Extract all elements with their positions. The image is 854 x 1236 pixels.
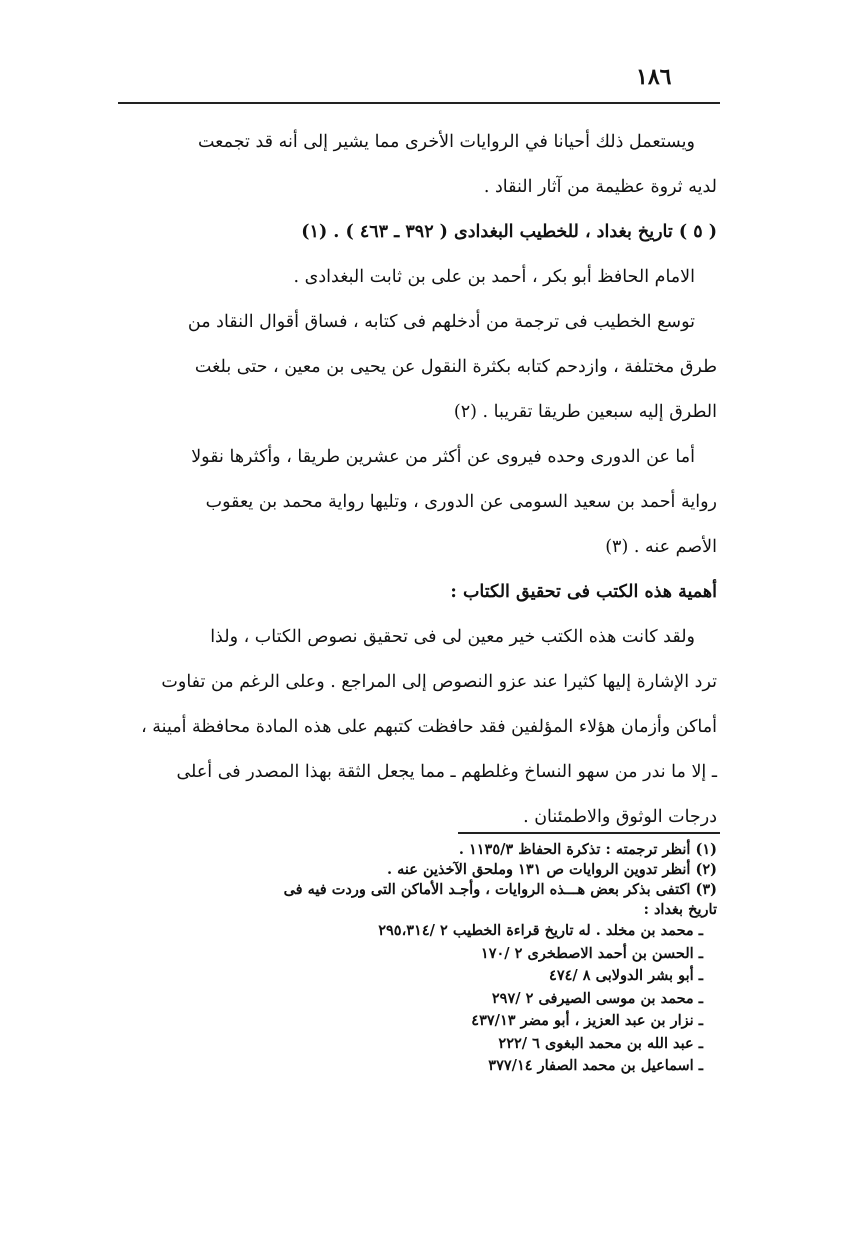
paragraph-line: الطرق إليه سبعين طريقا تقريبا . (٢) xyxy=(453,402,717,422)
list-item: ـ نزار بن عبد العزيز ، أبو مضر ٤٣٧/١٣ xyxy=(471,1012,703,1029)
paragraph-line: الامام الحافظ أبو بكر ، أحمد بن على بن ثابت البغدادى . xyxy=(293,267,695,287)
paragraph-line: الأصم عنه . (٣) xyxy=(605,537,717,557)
paragraph-line: ويستعمل ذلك أحيانا في الروايات الأخرى مما يشير إلى أنه قد تجمعت xyxy=(198,132,695,152)
footnotes xyxy=(105,840,717,1078)
paragraph-line: طرق مختلفة ، وازدحم كتابه بكثرة النقول عن يحيى بن معين ، حتى بلغت xyxy=(194,357,717,377)
footnote-list xyxy=(105,920,717,1078)
paragraph-line: رواية أحمد بن سعيد السومى عن الدورى ، وتليها رواية محمد بن يعقوب xyxy=(205,492,717,512)
footnote-1: (١) أنظر ترجمته : تذكرة الحفاظ ١١٣٥/٣ . xyxy=(458,841,717,858)
paragraph-line: درجات الوثوق والاطمئنان . xyxy=(523,807,717,827)
list-item: ـ الحسن بن أحمد الاصطخرى ٢ /١٧٠ xyxy=(480,944,703,962)
footnote-3: (٣) اكتفى بذكر بعض هـــذه الروايات ، وأجـد الأماكن التى وردت فيه فى xyxy=(283,881,717,898)
paragraph-line: ولقد كانت هذه الكتب خير معين لى فى تحقيق نصوص الكتاب ، ولذا xyxy=(210,627,695,647)
paragraph-line: ـ إلا ما ندر من سهو النساخ وغلطهم ـ مما يجعل الثقة بهذا المصدر فى أعلى xyxy=(176,762,717,782)
paragraph-line: ترد الإشارة إليها كثيرا عند عزو النصوص إلى المراجع . وعلى الرغم من تفاوت xyxy=(161,672,717,692)
paragraph-line: لديه ثروة عظيمة من آثار النقاد . xyxy=(483,177,717,197)
list-item: ـ اسماعيل بن محمد الصفار ٣٧٧/١٤ xyxy=(488,1057,703,1074)
section-heading: ( ٥ ) تاريخ بغداد ، للخطيب البغدادى ( ٣٩٢ ـ ٤٦٣ ) . (١) xyxy=(301,222,717,242)
list-item: ـ أبو بشر الدولابى ٨ /٤٧٤ xyxy=(549,967,703,984)
main-text xyxy=(105,120,717,840)
list-item: ـ عبد الله بن محمد البغوى ٦ /٢٢٢ xyxy=(498,1034,703,1052)
page-number: ١٨٦ xyxy=(636,64,672,90)
list-item: ـ محمد بن مخلد . له تاريخ قراءة الخطيب ٢ /٢٩٥،٣١٤ xyxy=(378,922,703,939)
paragraph-line: أماكن وأزمان هؤلاء المؤلفين فقد حافظت كتبهم على هذه المادة محافظة أمينة ، xyxy=(141,717,717,737)
list-item: ـ محمد بن موسى الصيرفى ٢ /٢٩٧ xyxy=(491,989,703,1007)
footnote-rule xyxy=(458,832,720,834)
footnote-2: (٢) أنظر تدوين الروايات ص ١٣١ وملحق الآخذين عنه . xyxy=(387,861,717,878)
paragraph-line: أما عن الدورى وحده فيروى عن أكثر من عشرين طريقا ، وأكثرها نقولا xyxy=(191,447,695,467)
footnote-3-continued: تاريخ بغداد : xyxy=(643,901,717,918)
paragraph-line: توسع الخطيب فى ترجمة من أدخلهم فى كتابه ، فساق أقوال النقاد من xyxy=(187,312,695,332)
section-heading: أهمية هذه الكتب فى تحقيق الكتاب : xyxy=(450,582,717,602)
header-rule xyxy=(118,102,720,104)
